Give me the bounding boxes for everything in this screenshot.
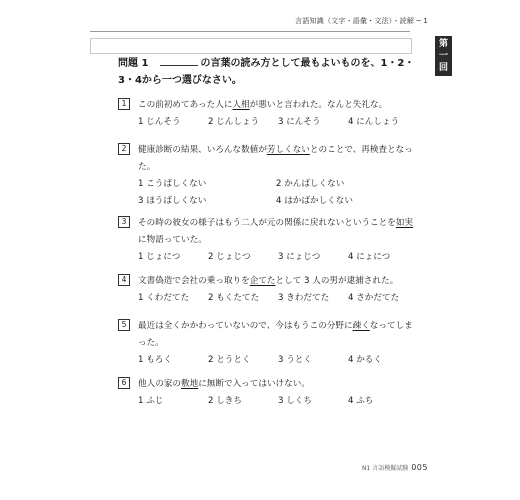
option-list xyxy=(118,352,418,369)
question-stem xyxy=(138,379,310,389)
section-tab xyxy=(435,36,452,76)
stem-text: なってしま xyxy=(369,321,413,331)
page-footer xyxy=(362,463,428,472)
answer-option[interactable]: 4 にんしょう xyxy=(348,117,400,127)
answer-option[interactable]: 1 くわだてた xyxy=(138,293,190,303)
problem-prompt xyxy=(118,55,418,89)
question-stem xyxy=(138,145,413,155)
answer-option[interactable]: 1 こうばしくない xyxy=(138,179,207,189)
answer-option[interactable]: 2 かんばしくない xyxy=(276,179,345,189)
stem-text: として 3 人の男が逮捕された。 xyxy=(275,276,399,286)
answer-option[interactable]: 4 にょにつ xyxy=(348,252,391,262)
target-word: 企てた xyxy=(249,276,276,286)
stem-text: この前初めてあった人に xyxy=(138,100,233,110)
answer-option[interactable]: 4 かるく xyxy=(348,355,382,365)
answer-option[interactable]: 1 じんそう xyxy=(138,117,181,127)
page-number: 005 xyxy=(411,463,428,472)
target-word: 疎く xyxy=(352,321,370,331)
answer-option[interactable]: 2 とうとく xyxy=(208,355,251,365)
stem-text: が悪いと言われた。なんと失礼な。 xyxy=(249,100,388,110)
header-rule xyxy=(90,31,410,32)
answer-option[interactable]: 3 しくち xyxy=(278,396,312,406)
header-title: 言語知識（文字・語彙・文法）・読解 ─ 1 xyxy=(295,17,428,25)
problem-label: 問題 1 xyxy=(118,58,149,69)
answer-option[interactable]: 3 きわだてた xyxy=(278,293,330,303)
answer-box xyxy=(90,38,412,54)
question-item xyxy=(118,273,418,307)
option-list xyxy=(118,290,418,307)
target-word: 芳しくない xyxy=(266,145,310,155)
answer-option[interactable]: 1 じょにつ xyxy=(138,252,181,262)
question-number: 1 xyxy=(118,98,130,110)
question-number: 2 xyxy=(118,143,130,155)
question-number: 3 xyxy=(118,216,130,228)
stem-text: とのことで、再検査となっ xyxy=(309,145,413,155)
answer-option[interactable]: 2 じょじつ xyxy=(208,252,251,262)
question-item xyxy=(118,376,418,410)
section-tab-char: 回 xyxy=(438,63,448,73)
answer-option[interactable]: 3 にんそう xyxy=(278,117,321,127)
answer-option[interactable]: 3 ほうばしくない xyxy=(138,196,207,206)
question-stem xyxy=(138,276,398,286)
section-tab-char: 第 xyxy=(438,39,448,49)
target-word: 如実 xyxy=(395,218,414,228)
stem-text: 最近は全くかかわっていないので、今はもうこの分野に xyxy=(138,321,353,331)
answer-option[interactable]: 4 さかだてた xyxy=(348,293,400,303)
target-word: 敷地 xyxy=(180,379,199,389)
target-word: 人相 xyxy=(232,100,250,110)
prompt-blank xyxy=(160,55,198,66)
answer-option[interactable]: 2 もくたてた xyxy=(208,293,260,303)
answer-option[interactable]: 2 しきち xyxy=(208,396,242,406)
stem-continuation: った。 xyxy=(138,338,164,348)
answer-option[interactable]: 4 はかばかしくない xyxy=(276,196,353,206)
problem-instruction: の言葉の読み方として最もよいものを、1・2・3・4から一つ選びなさい。 xyxy=(118,58,415,86)
answer-option[interactable]: 2 じんしょう xyxy=(208,117,260,127)
question-item xyxy=(118,318,418,369)
answer-option[interactable]: 3 にょじつ xyxy=(278,252,321,262)
question-item xyxy=(118,142,418,210)
question-item xyxy=(118,215,418,266)
option-list xyxy=(118,393,418,410)
question-stem xyxy=(138,218,413,228)
option-list xyxy=(118,176,418,210)
question-number: 4 xyxy=(118,274,130,286)
answer-option[interactable]: 3 うとく xyxy=(278,355,312,365)
question-number: 6 xyxy=(118,377,130,389)
stem-text: 文書偽造で会社の乗っ取りを xyxy=(138,276,250,286)
option-list xyxy=(118,249,418,266)
option-list xyxy=(118,114,418,131)
stem-continuation: に物語っていた。 xyxy=(138,235,207,245)
answer-option[interactable]: 1 ふじ xyxy=(138,396,164,406)
question-stem xyxy=(138,100,387,110)
question-stem xyxy=(138,321,413,331)
section-tab-char: 一 xyxy=(438,51,448,61)
stem-text: に無断で入ってはいけない。 xyxy=(198,379,310,389)
answer-option[interactable]: 4 ふち xyxy=(348,396,374,406)
question-item xyxy=(118,97,418,131)
stem-text: 健康診断の結果、いろんな数値が xyxy=(138,145,267,155)
stem-text: その時の彼女の様子はもう二人が元の関係に戻れないということを xyxy=(138,218,396,228)
footer-series: N1 言語模擬試験 xyxy=(362,465,409,472)
question-number: 5 xyxy=(118,319,130,331)
stem-continuation: た。 xyxy=(138,162,156,172)
stem-text: 他人の家の xyxy=(138,379,181,389)
answer-option[interactable]: 1 もろく xyxy=(138,355,172,365)
